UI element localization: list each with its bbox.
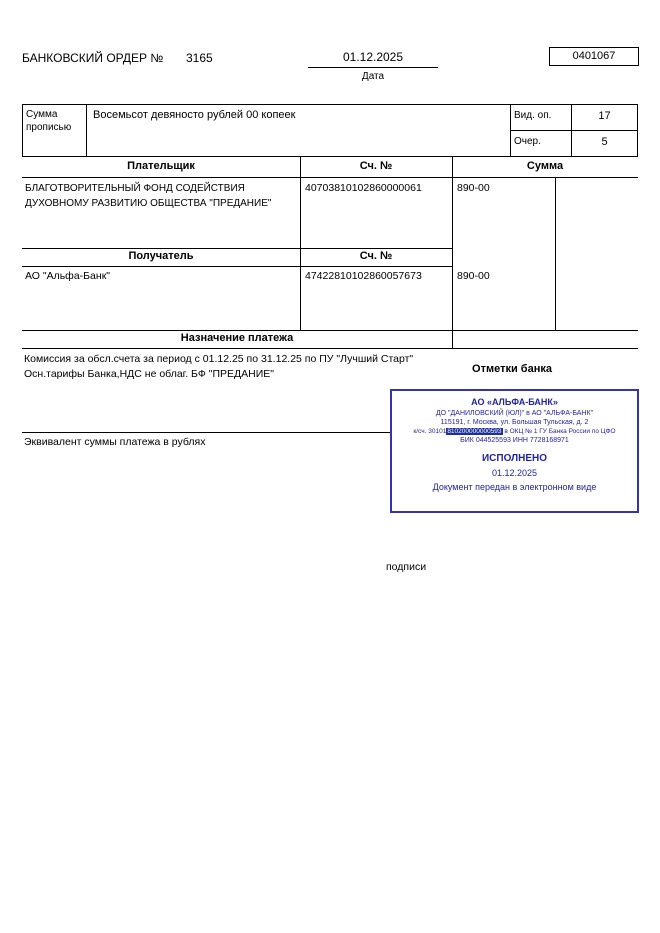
stamp-bank-name: АО «АЛЬФА-БАНК» xyxy=(471,397,558,407)
bank-stamp xyxy=(390,389,639,513)
table-line-recipient-header-bottom xyxy=(22,266,452,267)
sum-in-words-block xyxy=(22,104,638,157)
stamp-status: ИСПОЛНЕНО xyxy=(481,453,548,464)
payment-purpose-header: Назначение платежа xyxy=(180,332,294,344)
stamp-bik-inn: БИК 044525593 ИНН 7728168971 xyxy=(460,437,569,444)
recipient-header: Получатель xyxy=(128,250,194,262)
table-line-header-bottom xyxy=(22,177,638,178)
equivalent-label: Эквивалент суммы платежа в рублях xyxy=(24,436,206,448)
table-line-payer-bottom xyxy=(22,248,452,249)
recipient-account-header: Сч. № xyxy=(359,250,393,262)
sum-in-words-label: Сумма прописью xyxy=(23,105,87,156)
recipient-account-number: 47422810102860057673 xyxy=(305,270,422,282)
stamp-note: Документ передан в электронном виде xyxy=(432,482,597,492)
equivalent-separator-line xyxy=(22,432,390,433)
payer-header: Плательщик xyxy=(127,160,195,172)
table-column-divider-name xyxy=(300,157,301,330)
priority-value: 5 xyxy=(601,136,608,148)
recipient-name: АО "Альфа-Банк" xyxy=(25,270,111,282)
payment-purpose-line-1: Комиссия за обсл.счета за период с 01.12.25 по 31.12.25 по ПУ "Лучший Старт" xyxy=(24,353,414,365)
stamp-corr-prefix: к/сч. 30101 xyxy=(413,428,447,435)
date-label: Дата xyxy=(361,71,385,82)
table-column-divider-sum xyxy=(555,178,556,330)
form-code-box: 0401067 xyxy=(549,47,639,66)
sum-block-divider-3 xyxy=(510,130,638,131)
recipient-amount: 890-00 xyxy=(457,270,490,282)
sum-in-words-value: Восемьсот девяносто рублей 00 копеек xyxy=(93,109,296,121)
operation-type-label: Вид. оп. xyxy=(514,110,552,121)
stamp-status-date: 01.12.2025 xyxy=(491,468,538,478)
date-value: 01.12.2025 xyxy=(308,50,438,68)
operation-type-value: 17 xyxy=(598,110,611,122)
stamp-corr-highlight: 810200000000593 xyxy=(447,428,502,435)
stamp-corr-suffix: в ОКЦ № 1 ГУ Банка России по ЦФО xyxy=(502,428,616,435)
payer-amount: 890-00 xyxy=(457,182,490,194)
bank-marks-label: Отметки банка xyxy=(472,363,552,375)
order-number: 3165 xyxy=(186,51,213,65)
payer-name: БЛАГОТВОРИТЕЛЬНЫЙ ФОНД СОДЕЙСТВИЯ ДУХОВНОМУ РАЗВИТИЮ ОБЩЕСТВА "ПРЕДАНИЕ" xyxy=(25,183,272,209)
stamp-address: 115191, г. Москва, ул. Большая Тульская, д. 2 xyxy=(440,419,589,426)
priority-label: Очер. xyxy=(514,136,541,147)
sum-column-header: Сумма xyxy=(526,160,564,172)
document-title: БАНКОВСКИЙ ОРДЕР № xyxy=(22,51,164,65)
table-column-divider-account xyxy=(452,157,453,348)
table-line-recipient-bottom xyxy=(22,330,638,331)
stamp-corr-account xyxy=(392,428,637,435)
table-line-purpose-bottom xyxy=(22,348,638,349)
stamp-branch: ДО "ДАНИЛОВСКИЙ (ЮЛ)" в АО "АЛЬФА-БАНК" xyxy=(435,410,594,417)
payment-purpose-line-2: Осн.тарифы Банка,НДС не облаг. БФ "ПРЕДАНИЕ" xyxy=(24,368,274,380)
signatures-label: подписи xyxy=(386,561,427,573)
payer-account-header: Сч. № xyxy=(359,160,393,172)
payer-account-number: 40703810102860000061 xyxy=(305,182,422,194)
